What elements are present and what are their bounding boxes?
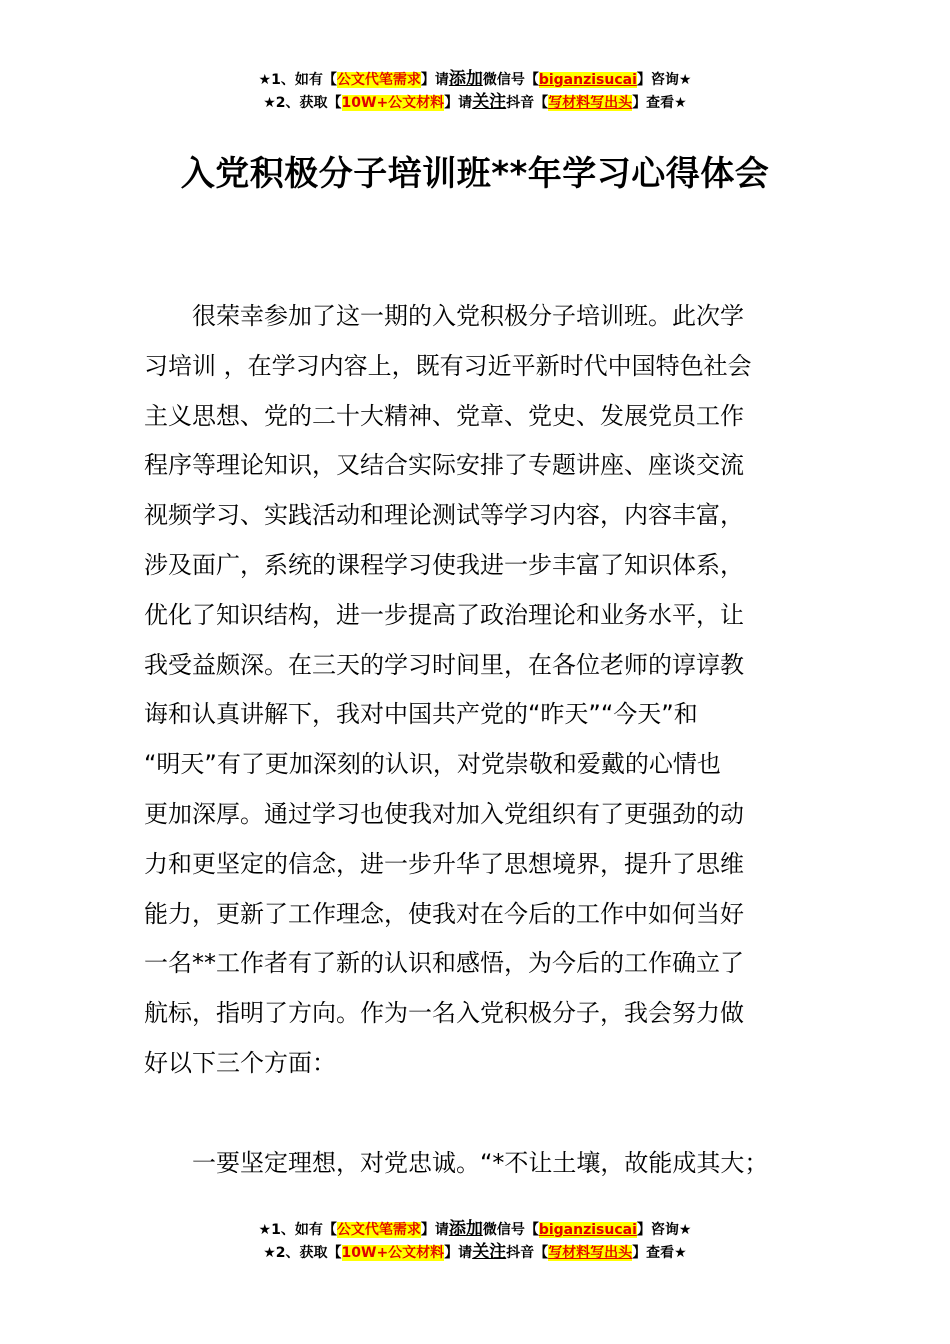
- banner-line-2: [0, 91, 950, 114]
- banner-line-1: [0, 1218, 950, 1241]
- text-line: 优化了知识结构，进一步提高了政治理论和业务水平，让: [144, 600, 744, 629]
- banner-line-1: [0, 68, 950, 91]
- banner-highlight: 10W+公文材料: [341, 1245, 445, 1261]
- text-line: 一要坚定理想，对党忠诚。“*不让土壤，故能成其大；: [144, 1148, 769, 1177]
- banner-emphasis: 添加: [448, 69, 483, 89]
- banner-text: ★2、获取【: [263, 1245, 342, 1261]
- paragraph-1: [144, 292, 809, 1089]
- text-line: 主义思想、党的二十大精神、党章、党史、发展党员工作: [144, 401, 744, 430]
- text-line: 更加深厚。通过学习也使我对加入党组织有了更强劲的动: [144, 799, 744, 828]
- footer-banner: [0, 1218, 950, 1264]
- document-title: 入党积极分子培训班**年学习心得体会: [180, 154, 770, 194]
- text-line: “明天”有了更加深刻的认识，对党崇敬和爱戴的心情也: [144, 750, 721, 779]
- banner-highlight: 公文代笔需求: [336, 1222, 421, 1238]
- text-line: 视频学习、实践活动和理论测试等学习内容，内容丰富，: [144, 501, 744, 530]
- banner-text: 】查看★: [632, 1245, 687, 1261]
- text-line: 很荣幸参加了这一期的入党积极分子培训班。此次学: [144, 302, 744, 330]
- douyin-account-link[interactable]: 写材料写出头: [548, 95, 633, 111]
- banner-text: 】咨询★: [636, 72, 692, 88]
- banner-text: ★1、如有【: [258, 72, 337, 88]
- text-line: 涉及面广，系统的课程学习使我进一步丰富了知识体系，: [144, 550, 744, 579]
- banner-text: 】请: [444, 1245, 473, 1261]
- banner-line-2: [0, 1241, 950, 1264]
- banner-text: ★2、获取【: [263, 95, 342, 111]
- text-line: 习培训 ，在学习内容上，既有习近平新时代中国特色社会: [144, 351, 752, 380]
- banner-emphasis: 关注: [472, 92, 507, 112]
- banner-emphasis: 添加: [448, 1219, 483, 1239]
- text-line: 力和更坚定的信念，进一步升华了思想境界，提升了思维: [144, 849, 744, 878]
- banner-text: 】请: [444, 95, 473, 111]
- header-banner: [0, 68, 950, 114]
- banner-text: 微信号【: [482, 1222, 539, 1238]
- banner-text: 抖音【: [506, 95, 549, 111]
- text-line: 能力，更新了工作理念，使我对在今后的工作中如何当好: [144, 899, 744, 928]
- text-line: 好以下三个方面：: [144, 1048, 336, 1077]
- banner-text: 】请: [420, 72, 449, 88]
- banner-text: 微信号【: [482, 72, 539, 88]
- banner-text: 抖音【: [506, 1245, 549, 1261]
- text-line: 程序等理论知识，又结合实际安排了专题讲座、座谈交流: [144, 451, 744, 480]
- wechat-id-link[interactable]: biganzisucai: [538, 72, 637, 88]
- text-line: 我受益颇深。在三天的学习时间里，在各位老师的谆谆教: [144, 650, 744, 679]
- wechat-id-link[interactable]: biganzisucai: [538, 1222, 637, 1238]
- text-line: 航标，指明了方向。作为一名入党积极分子，我会努力做: [144, 999, 744, 1028]
- banner-text: 】查看★: [632, 95, 687, 111]
- text-line: 诲和认真讲解下，我对中国共产党的“昨天”“今天”和: [144, 700, 698, 729]
- document-body: [144, 292, 809, 1188]
- banner-text: ★1、如有【: [258, 1222, 337, 1238]
- paragraph-gap: [144, 1089, 809, 1139]
- banner-emphasis: 关注: [472, 1242, 507, 1262]
- text-line: 一名**工作者有了新的认识和感悟，为今后的工作确立了: [144, 949, 744, 978]
- paragraph-2: [144, 1139, 809, 1189]
- banner-text: 】咨询★: [636, 1222, 692, 1238]
- douyin-account-link[interactable]: 写材料写出头: [548, 1245, 633, 1261]
- banner-text: 】请: [420, 1222, 449, 1238]
- banner-highlight: 10W+公文材料: [341, 95, 445, 111]
- banner-highlight: 公文代笔需求: [336, 72, 421, 88]
